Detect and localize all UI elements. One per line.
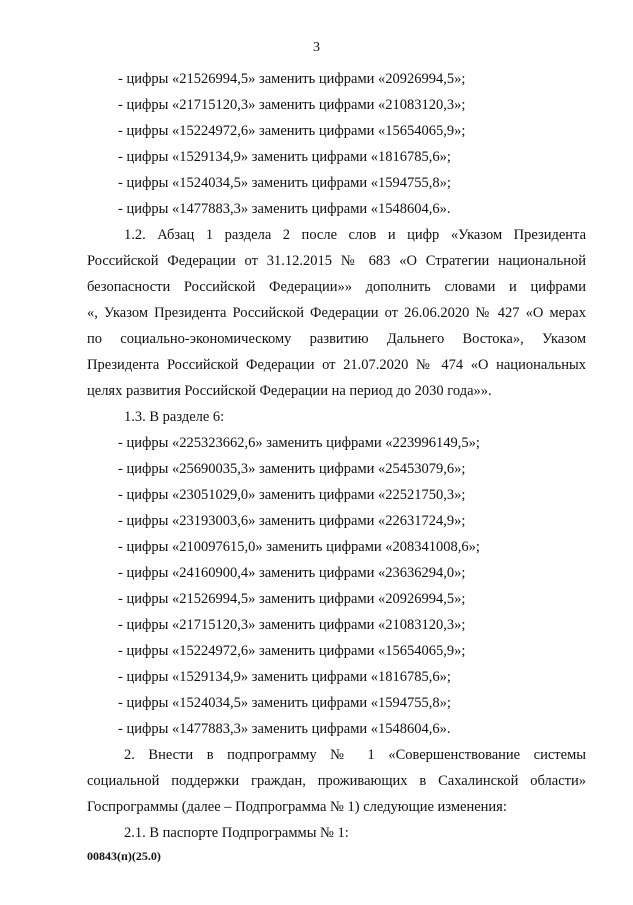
paragraph-line: социальной поддержки граждан, проживающих в Сахалинской области»	[87, 773, 586, 789]
list-item: - цифры «15224972,6» заменить цифрами «15654065,9»;	[118, 123, 466, 139]
list-item: - цифры «1477883,3» заменить цифрами «1548604,6».	[118, 721, 451, 737]
list-item: - цифры «21715120,3» заменить цифрами «21083120,3»;	[118, 617, 466, 633]
paragraph-line: по социально-экономическому развитию Дальнего Востока», Указом	[87, 331, 586, 347]
list-item: - цифры «24160900,4» заменить цифрами «23636294,0»;	[118, 565, 466, 581]
paragraph-line: 2. Внести в подпрограмму № 1 «Совершенствование системы	[124, 747, 586, 763]
list-item: - цифры «23193003,6» заменить цифрами «22631724,9»;	[118, 513, 466, 529]
paragraph-line: Госпрограммы (далее – Подпрограмма № 1) следующие изменения:	[87, 799, 507, 815]
list-item: - цифры «1524034,5» заменить цифрами «1594755,8»;	[118, 175, 451, 191]
list-item: - цифры «1529134,9» заменить цифрами «1816785,6»;	[118, 669, 451, 685]
list-item: - цифры «1477883,3» заменить цифрами «1548604,6».	[118, 201, 451, 217]
list-item: - цифры «1524034,5» заменить цифрами «1594755,8»;	[118, 695, 451, 711]
list-item: - цифры «225323662,6» заменить цифрами «223996149,5»;	[118, 435, 480, 451]
list-item: - цифры «23051029,0» заменить цифрами «22521750,3»;	[118, 487, 466, 503]
paragraph-line: 1.2. Абзац 1 раздела 2 после слов и цифр «Указом Президента	[124, 227, 586, 243]
paragraph-line: Российской Федерации от 31.12.2015 № 683 «О Стратегии национальной	[87, 253, 586, 269]
list-item: - цифры «1529134,9» заменить цифрами «1816785,6»;	[118, 149, 451, 165]
paragraph-line: целях развития Российской Федерации на период до 2030 года»».	[87, 383, 492, 399]
paragraph-line: Президента Российской Федерации от 21.07.2020 № 474 «О национальных	[87, 357, 586, 373]
list-item: - цифры «21526994,5» заменить цифрами «20926994,5»;	[118, 591, 466, 607]
list-item: - цифры «15224972,6» заменить цифрами «15654065,9»;	[118, 643, 466, 659]
page-number: 3	[313, 40, 320, 55]
list-item: - цифры «21526994,5» заменить цифрами «20926994,5»;	[118, 71, 466, 87]
paragraph-line: безопасности Российской Федерации»» дополнить словами и цифрами	[87, 279, 586, 295]
list-item: - цифры «210097615,0» заменить цифрами «208341008,6»;	[118, 539, 480, 555]
list-item: - цифры «21715120,3» заменить цифрами «21083120,3»;	[118, 97, 466, 113]
list-item: - цифры «25690035,3» заменить цифрами «25453079,6»;	[118, 461, 466, 477]
document-code: 00843(п)(25.0)	[87, 849, 161, 863]
paragraph-line: 2.1. В паспорте Подпрограммы № 1:	[124, 825, 349, 841]
section-heading: 1.3. В разделе 6:	[124, 409, 225, 425]
paragraph-line: «, Указом Президента Российской Федерации от 26.06.2020 № 427 «О мерах	[87, 305, 586, 321]
